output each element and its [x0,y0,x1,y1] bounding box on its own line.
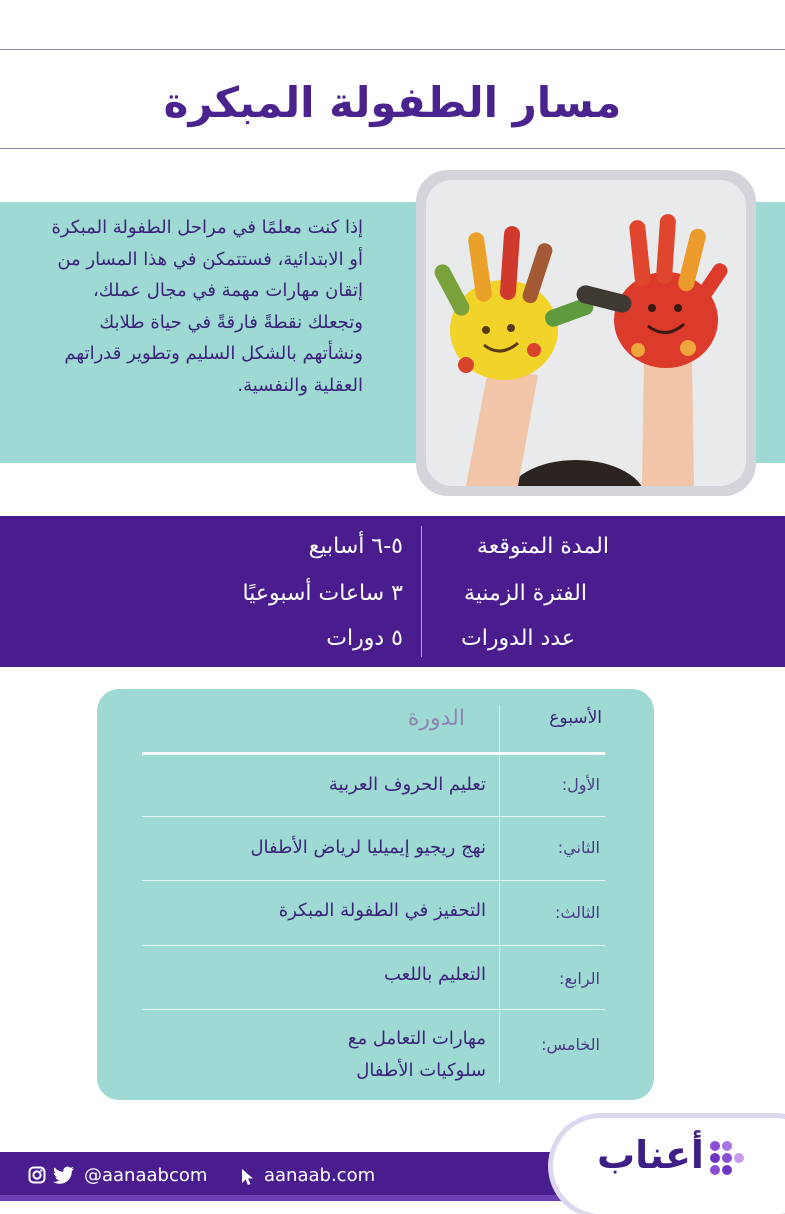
table-header-line [142,752,605,755]
title-underline [0,148,785,149]
grape-logo-icon [707,1138,751,1182]
table-row-course: نهج ريجيو إيميليا لرياض الأطفال [250,837,486,858]
photo-frame [416,170,756,496]
table-row-course-line2: سلوكيات الأطفال [356,1060,486,1081]
table-row-course: التعليم باللعب [384,964,486,985]
page-title: مسار الطفولة المبكرة [163,78,622,127]
instagram-icon[interactable] [28,1166,46,1188]
stat-courses-label: عدد الدورات [461,626,575,651]
table-row-week: الأول: [561,775,600,794]
social-handle[interactable]: @aanaabcom [84,1165,208,1186]
intro-text: إذا كنت معلمًا في مراحل الطفولة المبكرة أو الابتدائية، فستتمكن في هذا المسار من إتقان مهارات مهمة في مجال عملك، وتجعلك نقطةً فارقةً في حياة طلابك ونشأتهم بالشكل السليم وتطوير قدراتهم العقلية والنفسية. [51,217,363,396]
table-row-divider [142,816,605,817]
cursor-icon [240,1168,254,1190]
stat-duration-value: ٥-٦ أسابيع [308,534,403,559]
twitter-icon[interactable] [53,1166,75,1188]
table-row-divider [142,880,605,881]
table-header-week: الأسبوع [549,708,602,728]
table-row-divider [142,1009,605,1010]
table-column-divider [499,705,500,1083]
table-row-week: الرابع: [559,969,600,988]
table-header-course: الدورة [407,706,465,731]
stat-period-label: الفترة الزمنية [463,581,587,606]
table-row-divider [142,945,605,946]
table-row-week: الخامس: [541,1035,600,1054]
stats-panel [0,516,785,667]
table-row-course: التحفيز في الطفولة المبكرة [278,900,486,921]
painted-hands-photo [426,180,746,486]
table-row-course: تعليم الحروف العربية [328,774,486,795]
table-row-course-line1: مهارات التعامل مع [347,1028,486,1049]
logo-text: أعناب [597,1133,704,1177]
stat-period-value: ٣ ساعات أسبوعيًا [242,581,403,606]
courses-table [97,689,654,1100]
top-rule [0,49,785,50]
website-link[interactable]: aanaab.com [264,1165,376,1186]
table-row-week: الثاني: [557,838,600,857]
table-row-week: الثالث: [555,903,600,922]
stats-divider [421,526,422,657]
stat-courses-value: ٥ دورات [326,626,403,651]
stat-duration-label: المدة المتوقعة [476,534,609,559]
